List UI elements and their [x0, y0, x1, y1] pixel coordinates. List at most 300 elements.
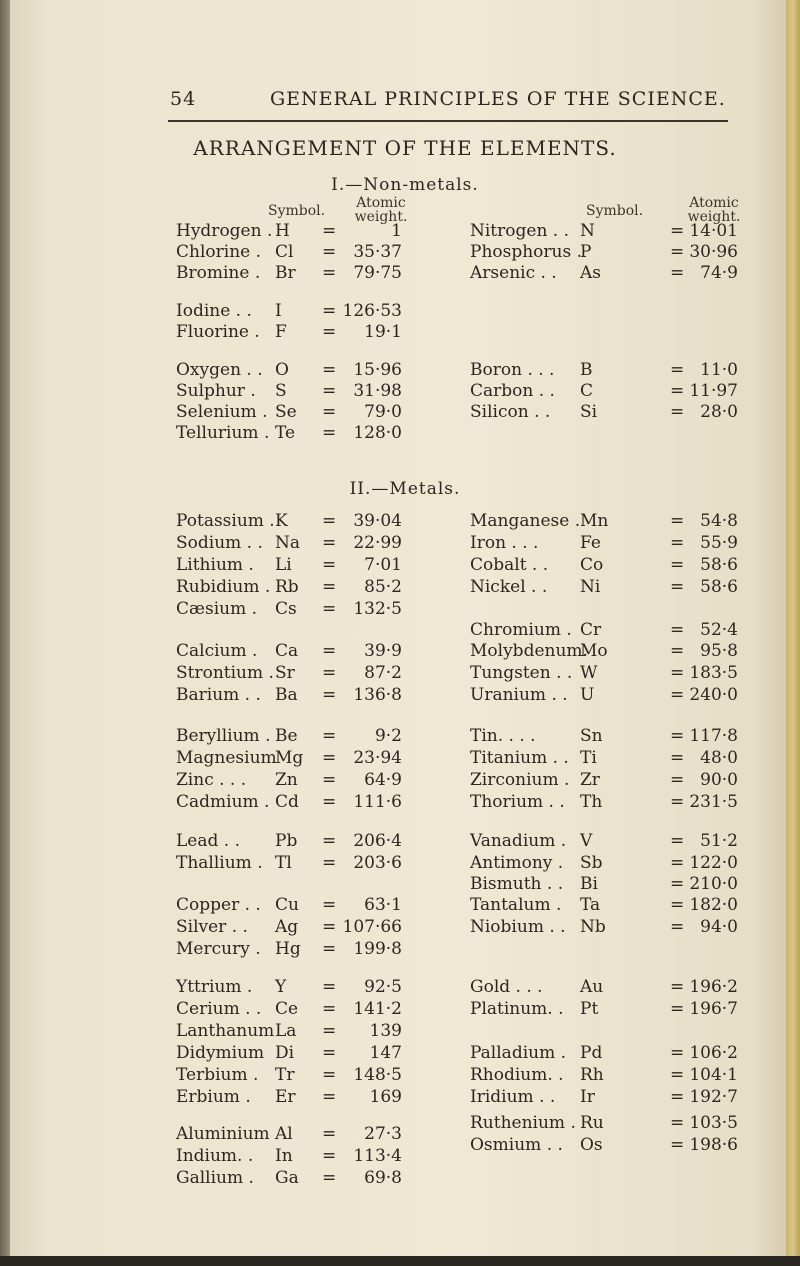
element-row [470, 998, 738, 1020]
equals-sign: = [670, 1135, 685, 1155]
element-row [470, 380, 738, 402]
element-symbol: N [580, 221, 595, 241]
element-name: Nitrogen . . [470, 221, 570, 241]
atomic-weight: 39·04 [353, 511, 402, 531]
left-symbol-header: Symbol. [268, 203, 326, 219]
equals-sign: = [322, 792, 337, 812]
element-name: Lanthanum [176, 1021, 275, 1041]
element-symbol: Pd [580, 1043, 603, 1063]
atomic-weight: 148·5 [353, 1065, 402, 1085]
element-name: Rhodium. . [470, 1065, 564, 1085]
element-name: Hydrogen . [176, 221, 273, 241]
element-row [470, 401, 738, 423]
equals-sign: = [670, 792, 685, 812]
element-name: Aluminium [176, 1124, 270, 1144]
equals-sign: = [322, 853, 337, 873]
page-title: ARRANGEMENT OF THE ELEMENTS. [193, 136, 617, 160]
right-weight-header: Atomic weight. [687, 195, 741, 225]
element-symbol: Se [275, 402, 297, 422]
element-name: Cæsium . [176, 599, 258, 619]
element-name: Potassium . [176, 511, 275, 531]
element-name: Ruthenium . [470, 1113, 576, 1133]
element-row [176, 220, 402, 242]
atomic-weight: 95·8 [700, 641, 738, 661]
element-name: Silicon . . [470, 402, 551, 422]
element-row [176, 359, 402, 381]
element-symbol: Mg [275, 748, 304, 768]
atomic-weight: 27·3 [364, 1124, 402, 1144]
equals-sign: = [322, 360, 337, 380]
element-row [470, 554, 738, 576]
element-symbol: As [580, 263, 602, 283]
element-row [176, 598, 402, 620]
element-name: Barium . . [176, 685, 261, 705]
atomic-weight: 111·6 [353, 792, 402, 812]
equals-sign: = [670, 263, 685, 283]
element-row [470, 852, 738, 874]
equals-sign: = [322, 977, 337, 997]
element-symbol: Bi [580, 874, 598, 894]
element-name: Silver . . [176, 917, 248, 937]
element-symbol: Br [275, 263, 296, 283]
atomic-weight: 231·5 [689, 792, 738, 812]
atomic-weight: 92·5 [364, 977, 402, 997]
equals-sign: = [322, 1065, 337, 1085]
equals-sign: = [670, 1043, 685, 1063]
element-name: Cadmium . [176, 792, 270, 812]
element-name: Yttrium . [176, 977, 253, 997]
element-name: Carbon . . [470, 381, 555, 401]
element-symbol: Au [580, 977, 604, 997]
element-row [176, 576, 402, 598]
element-symbol: Mo [580, 641, 608, 661]
equals-sign: = [670, 577, 685, 597]
equals-sign: = [670, 874, 685, 894]
element-name: Oxygen . . [176, 360, 263, 380]
equals-sign: = [670, 555, 685, 575]
element-name: Molybdenum. [470, 641, 588, 661]
element-name: Fluorine . [176, 322, 260, 342]
equals-sign: = [322, 685, 337, 705]
element-row [176, 916, 402, 938]
atomic-weight: 14·01 [689, 221, 738, 241]
element-row [470, 725, 738, 747]
equals-sign: = [322, 895, 337, 915]
element-name: Antimony . [470, 853, 564, 873]
element-row [176, 976, 402, 998]
element-symbol: H [275, 221, 290, 241]
element-row [470, 769, 738, 791]
element-symbol: Ga [275, 1168, 299, 1188]
element-name: Bismuth . . [470, 874, 564, 894]
element-symbol: Mn [580, 511, 609, 531]
element-row [176, 1064, 402, 1086]
element-symbol: Cl [275, 242, 294, 262]
element-name: Sodium . . [176, 533, 263, 553]
equals-sign: = [322, 1146, 337, 1166]
element-row [470, 262, 738, 284]
element-symbol: Sb [580, 853, 603, 873]
element-row [176, 1086, 402, 1108]
element-row [176, 241, 402, 263]
atomic-weight: 104·1 [689, 1065, 738, 1085]
element-name: Rubidium . [176, 577, 271, 597]
atomic-weight: 141·2 [353, 999, 402, 1019]
atomic-weight: 196·7 [689, 999, 738, 1019]
atomic-weight: 183·5 [689, 663, 738, 683]
element-symbol: Rh [580, 1065, 604, 1085]
atomic-weight: 55·9 [700, 533, 738, 553]
equals-sign: = [322, 1087, 337, 1107]
element-symbol: Di [275, 1043, 295, 1063]
element-row [176, 1020, 402, 1042]
element-symbol: Cd [275, 792, 299, 812]
element-symbol: Ir [580, 1087, 595, 1107]
atomic-weight: 113·4 [353, 1146, 402, 1166]
element-symbol: Al [275, 1124, 293, 1144]
element-symbol: F [275, 322, 287, 342]
equals-sign: = [670, 360, 685, 380]
element-name: Terbium . [176, 1065, 259, 1085]
element-symbol: Pt [580, 999, 599, 1019]
atomic-weight: 103·5 [689, 1113, 738, 1133]
element-name: Titanium . . [470, 748, 569, 768]
atomic-weight: 58·6 [700, 555, 738, 575]
equals-sign: = [670, 999, 685, 1019]
element-row [470, 830, 738, 852]
element-name: Niobium . . [470, 917, 566, 937]
equals-sign: = [670, 748, 685, 768]
element-symbol: Ca [275, 641, 299, 661]
element-symbol: O [275, 360, 289, 380]
atomic-weight: 107·66 [342, 917, 402, 937]
element-row [470, 916, 738, 938]
element-name: Indium. . [176, 1146, 254, 1166]
equals-sign: = [670, 917, 685, 937]
element-row [176, 684, 402, 706]
element-row [176, 401, 402, 423]
atomic-weight: 139 [369, 1021, 402, 1041]
element-row [176, 321, 402, 343]
element-row [176, 532, 402, 554]
right-symbol-header: Symbol. [586, 203, 644, 219]
element-row [176, 747, 402, 769]
element-symbol: Cr [580, 620, 602, 640]
element-row [470, 576, 738, 598]
equals-sign: = [670, 1087, 685, 1107]
atomic-weight: 106·2 [689, 1043, 738, 1063]
bottom-edge [0, 1256, 800, 1266]
element-row [470, 510, 738, 532]
equals-sign: = [670, 221, 685, 241]
element-name: Lithium . [176, 555, 254, 575]
equals-sign: = [322, 381, 337, 401]
atomic-weight: 11·0 [700, 360, 738, 380]
atomic-weight: 7·01 [364, 555, 402, 575]
element-name: Copper . . [176, 895, 261, 915]
header-rule [168, 120, 728, 122]
element-row [176, 1167, 402, 1189]
atomic-weight: 51·2 [700, 831, 738, 851]
equals-sign: = [322, 663, 337, 683]
equals-sign: = [670, 726, 685, 746]
equals-sign: = [322, 322, 337, 342]
element-symbol: Na [275, 533, 301, 553]
element-name: Chromium . [470, 620, 572, 640]
equals-sign: = [670, 977, 685, 997]
equals-sign: = [670, 895, 685, 915]
section-title-nonmetals: I.—Non-metals. [331, 175, 479, 195]
atomic-weight: 122·0 [689, 853, 738, 873]
element-name: Palladium . [470, 1043, 567, 1063]
equals-sign: = [322, 1124, 337, 1144]
equals-sign: = [322, 221, 337, 241]
atomic-weight: 87·2 [364, 663, 402, 683]
element-row [470, 1134, 738, 1156]
atomic-weight: 169 [369, 1087, 402, 1107]
atomic-weight: 15·96 [353, 360, 402, 380]
element-row [176, 662, 402, 684]
element-name: Iron . . . [470, 533, 539, 553]
element-name: Bromine . [176, 263, 261, 283]
element-name: Tin. . . . [470, 726, 536, 746]
element-symbol: La [275, 1021, 297, 1041]
atomic-weight: 182·0 [689, 895, 738, 915]
equals-sign: = [322, 641, 337, 661]
atomic-weight: 126·53 [342, 301, 402, 321]
element-row [176, 791, 402, 813]
element-name: Boron . . . [470, 360, 555, 380]
atomic-weight: 94·0 [700, 917, 738, 937]
element-name: Didymium [176, 1043, 265, 1063]
element-row [176, 1042, 402, 1064]
element-symbol: Sr [275, 663, 295, 683]
element-name: Iodine . . [176, 301, 252, 321]
equals-sign: = [322, 917, 337, 937]
element-name: Lead . . [176, 831, 240, 851]
equals-sign: = [322, 748, 337, 768]
element-symbol: Pb [275, 831, 298, 851]
element-name: Chlorine . [176, 242, 262, 262]
equals-sign: = [322, 555, 337, 575]
element-name: Zirconium . [470, 770, 570, 790]
element-symbol: In [275, 1146, 293, 1166]
element-symbol: Ta [580, 895, 601, 915]
equals-sign: = [322, 939, 337, 959]
element-symbol: Ce [275, 999, 299, 1019]
equals-sign: = [322, 577, 337, 597]
element-symbol: Ag [275, 917, 299, 937]
element-symbol: I [275, 301, 282, 321]
atomic-weight: 9·2 [374, 726, 402, 746]
element-row [176, 725, 402, 747]
equals-sign: = [670, 620, 685, 640]
element-symbol: Y [275, 977, 287, 997]
element-symbol: Nb [580, 917, 606, 937]
element-symbol: Fe [580, 533, 601, 553]
element-symbol: C [580, 381, 594, 401]
element-name: Uranium . . [470, 685, 568, 705]
element-symbol: B [580, 360, 593, 380]
atomic-weight: 117·8 [689, 726, 738, 746]
equals-sign: = [322, 402, 337, 422]
atomic-weight: 11·97 [689, 381, 738, 401]
atomic-weight: 64·9 [364, 770, 402, 790]
element-name: Selenium . [176, 402, 268, 422]
element-row [470, 662, 738, 684]
element-row [176, 262, 402, 284]
equals-sign: = [322, 511, 337, 531]
element-symbol: Ba [275, 685, 298, 705]
element-symbol: Te [275, 423, 296, 443]
equals-sign: = [322, 1021, 337, 1041]
element-name: Arsenic . . [470, 263, 557, 283]
atomic-weight: 23·94 [353, 748, 402, 768]
atomic-weight: 136·8 [353, 685, 402, 705]
element-name: Gold . . . [470, 977, 543, 997]
element-name: Tellurium . [176, 423, 270, 443]
element-symbol: Th [580, 792, 603, 812]
equals-sign: = [670, 533, 685, 553]
equals-sign: = [322, 301, 337, 321]
element-row [470, 791, 738, 813]
equals-sign: = [322, 726, 337, 746]
atomic-weight: 85·2 [364, 577, 402, 597]
element-name: Erbium . [176, 1087, 251, 1107]
atomic-weight: 196·2 [689, 977, 738, 997]
equals-sign: = [670, 511, 685, 531]
atomic-weight: 147 [369, 1043, 402, 1063]
element-name: Zinc . . . [176, 770, 247, 790]
element-symbol: Tr [275, 1065, 295, 1085]
element-name: Beryllium . [176, 726, 271, 746]
element-row [470, 619, 738, 641]
element-row [470, 532, 738, 554]
element-symbol: W [580, 663, 598, 683]
equals-sign: = [322, 1043, 337, 1063]
element-name: Platinum. . [470, 999, 564, 1019]
atomic-weight: 30·96 [689, 242, 738, 262]
element-row [470, 976, 738, 998]
equals-sign: = [670, 663, 685, 683]
atomic-weight: 132·5 [353, 599, 402, 619]
element-symbol: Co [580, 555, 604, 575]
element-name: Osmium . . [470, 1135, 563, 1155]
atomic-weight: 240·0 [689, 685, 738, 705]
equals-sign: = [670, 381, 685, 401]
element-symbol: K [275, 511, 288, 531]
element-symbol: S [275, 381, 287, 401]
element-row [176, 640, 402, 662]
element-row [470, 684, 738, 706]
atomic-weight: 19·1 [364, 322, 402, 342]
element-symbol: Si [580, 402, 598, 422]
atomic-weight: 39·9 [364, 641, 402, 661]
equals-sign: = [322, 770, 337, 790]
element-name: Tungsten . . [470, 663, 573, 683]
element-row [176, 894, 402, 916]
element-name: Calcium . [176, 641, 258, 661]
equals-sign: = [322, 1168, 337, 1188]
element-row [176, 300, 402, 322]
element-row [470, 1042, 738, 1064]
equals-sign: = [322, 242, 337, 262]
equals-sign: = [670, 402, 685, 422]
element-row [470, 873, 738, 895]
element-row [470, 241, 738, 263]
element-symbol: U [580, 685, 595, 705]
element-name: Mercury . [176, 939, 261, 959]
element-symbol: Rb [275, 577, 299, 597]
element-symbol: Os [580, 1135, 603, 1155]
element-name: Manganese . [470, 511, 581, 531]
element-row [470, 894, 738, 916]
element-row [470, 1064, 738, 1086]
equals-sign: = [670, 641, 685, 661]
equals-sign: = [322, 831, 337, 851]
atomic-weight: 90·0 [700, 770, 738, 790]
equals-sign: = [670, 242, 685, 262]
element-row [176, 1123, 402, 1145]
equals-sign: = [322, 599, 337, 619]
element-name: Thorium . . [470, 792, 565, 812]
page-number: 54 [170, 88, 197, 110]
element-row [470, 220, 738, 242]
element-row [176, 769, 402, 791]
atomic-weight: 192·7 [689, 1087, 738, 1107]
atomic-weight: 206·4 [353, 831, 402, 851]
element-symbol: Er [275, 1087, 296, 1107]
atomic-weight: 31·98 [353, 381, 402, 401]
atomic-weight: 69·8 [364, 1168, 402, 1188]
element-name: Strontium . [176, 663, 274, 683]
atomic-weight: 48·0 [700, 748, 738, 768]
element-symbol: Be [275, 726, 298, 746]
element-symbol: Cs [275, 599, 297, 619]
element-symbol: Tl [275, 853, 292, 873]
atomic-weight: 58·6 [700, 577, 738, 597]
atomic-weight: 28·0 [700, 402, 738, 422]
element-symbol: Ru [580, 1113, 604, 1133]
equals-sign: = [322, 423, 337, 443]
atomic-weight: 1 [391, 221, 402, 241]
element-row [176, 998, 402, 1020]
equals-sign: = [322, 533, 337, 553]
atomic-weight: 210·0 [689, 874, 738, 894]
atomic-weight: 203·6 [353, 853, 402, 873]
equals-sign: = [670, 1065, 685, 1085]
element-name: Thallium . [176, 853, 263, 873]
element-symbol: Zr [580, 770, 600, 790]
atomic-weight: 198·6 [689, 1135, 738, 1155]
element-row [176, 380, 402, 402]
equals-sign: = [322, 263, 337, 283]
element-name: Nickel . . [470, 577, 548, 597]
element-row [176, 852, 402, 874]
element-row [470, 640, 738, 662]
atomic-weight: 128·0 [353, 423, 402, 443]
element-row [470, 1112, 738, 1134]
element-row [470, 1086, 738, 1108]
atomic-weight: 22·99 [353, 533, 402, 553]
atomic-weight: 52·4 [700, 620, 738, 640]
element-symbol: V [580, 831, 593, 851]
equals-sign: = [670, 1113, 685, 1133]
equals-sign: = [670, 831, 685, 851]
element-name: Magnesium [176, 748, 277, 768]
section-title-metals: II.—Metals. [349, 479, 461, 499]
element-row [176, 554, 402, 576]
